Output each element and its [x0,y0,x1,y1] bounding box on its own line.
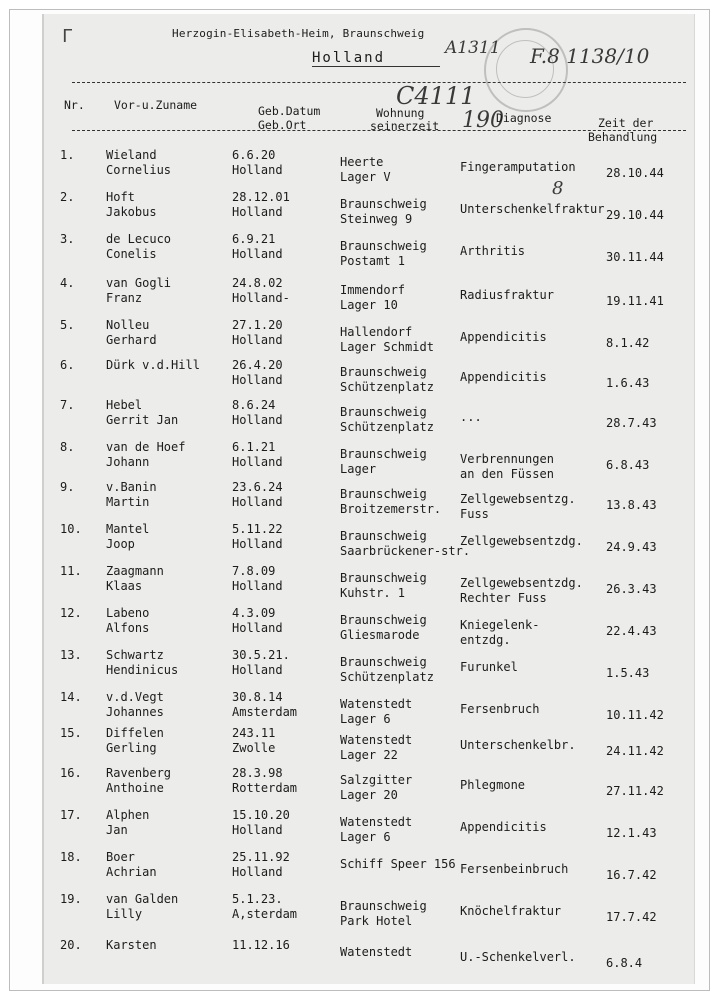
diagnosis-detail: entzdg. [460,633,511,647]
residence-city: Hallendorf [340,325,413,339]
birth-date: 23.6.24 [232,480,283,494]
first-name: de Lecuco [106,232,172,246]
col-residence-2: seinerzeit [370,119,440,133]
birth-date: 15.10.20 [232,808,290,822]
archive-reference: F.8 1138/10 [530,44,650,68]
first-name: v.d.Vegt [106,690,164,704]
birth-place: Holland [232,413,283,427]
row-number: 2. [60,190,75,204]
first-name: Boer [106,850,135,864]
residence-street: Lager 6 [340,712,391,726]
birth-date: 11.12.16 [232,938,290,952]
row-number: 12. [60,606,82,620]
last-name: Martin [106,495,150,509]
treatment-time: 1.5.43 [606,666,650,680]
residence-city: Watenstedt [340,697,413,711]
last-name: Alfons [106,621,150,635]
first-name: Diffelen [106,726,164,740]
birth-place: Holland [232,455,283,469]
residence-city: Braunschweig [340,613,427,627]
birth-date: 4.3.09 [232,606,276,620]
birth-place: Rotterdam [232,781,298,795]
last-name: Johannes [106,705,164,719]
residence-city: Salzgitter [340,773,413,787]
treatment-time: 10.11.42 [606,708,664,722]
diagnosis: Zellgewebsentzdg. [460,576,583,590]
handwritten-ref-3: 190 [462,108,504,133]
col-birth-date: Geb.Datum [258,104,321,118]
residence-city: Braunschweig [340,529,427,543]
birth-date: 5.1.23. [232,892,283,906]
diagnosis: Furunkel [460,660,518,674]
treatment-time: 1.6.43 [606,376,650,390]
residence-city: Braunschweig [340,239,427,253]
country-underline [312,66,440,67]
residence-city: Watenstedt [340,733,413,747]
row-number: 17. [60,808,82,822]
first-name: Hebel [106,398,143,412]
residence-city: Heerte [340,155,384,169]
residence-street: Broitzemerstr. [340,502,442,516]
last-name: Gerhard [106,333,157,347]
diagnosis: Knöchelfraktur [460,904,562,918]
birth-place: Amsterdam [232,705,298,719]
diagnosis: Zellgewebsentzg. [460,492,576,506]
birth-place: A,sterdam [232,907,298,921]
residence-street: Lager 20 [340,788,398,802]
birth-date: 6.6.20 [232,148,276,162]
country-title: Holland [312,50,386,66]
diagnosis: U.-Schenkelverl. [460,950,576,964]
birth-date: 30.5.21. [232,648,290,662]
residence-street: Schützenplatz [340,420,434,434]
treatment-time: 6.8.43 [606,458,650,472]
last-name: Hendinicus [106,663,179,677]
birth-date: 24.8.02 [232,276,283,290]
residence-city: Braunschweig [340,899,427,913]
residence-city: Braunschweig [340,571,427,585]
first-name: v.Banin [106,480,157,494]
residence-city: Braunschweig [340,487,427,501]
residence-street: Saarbrückener-str. [340,544,471,558]
col-birth-place: Geb.Ort [258,118,307,132]
diagnosis: Zellgewebsentzdg. [460,534,583,548]
diagnosis-detail: Fuss [460,507,489,521]
diagnosis-detail: Rechter Fuss [460,591,547,605]
col-residence-1: Wohnung [376,106,425,120]
last-name: Conelis [106,247,157,261]
row-number: 20. [60,938,82,952]
treatment-time: 29.10.44 [606,208,664,222]
corner-mark: Γ [62,26,73,47]
row-number: 19. [60,892,82,906]
row-number: 7. [60,398,75,412]
birth-date: 6.9.21 [232,232,276,246]
row-number: 3. [60,232,75,246]
last-name: Jan [106,823,128,837]
treatment-time: 17.7.42 [606,910,657,924]
birth-date: 8.6.24 [232,398,276,412]
residence-street: Steinweg 9 [340,212,413,226]
birth-date: 27.1.20 [232,318,283,332]
birth-date: 6.1.21 [232,440,276,454]
residence-street: Gliesmarode [340,628,420,642]
first-name: Labeno [106,606,150,620]
first-name: Schwartz [106,648,164,662]
diagnosis: Appendicitis [460,370,547,384]
row-number: 9. [60,480,75,494]
treatment-time: 28.10.44 [606,166,664,180]
last-name: Achrian [106,865,157,879]
first-name: Nolleu [106,318,150,332]
residence-street: Lager 6 [340,830,391,844]
birth-place: Holland [232,495,283,509]
row-number: 15. [60,726,82,740]
treatment-time: 28.7.43 [606,416,657,430]
first-name: van Galden [106,892,179,906]
birth-date: 243.11 [232,726,276,740]
treatment-time: 22.4.43 [606,624,657,638]
first-name: Alphen [106,808,150,822]
residence-street: Lager Schmidt [340,340,434,354]
birth-place: Holland [232,373,283,387]
treatment-time: 13.8.43 [606,498,657,512]
residence-city: Braunschweig [340,365,427,379]
first-name: van Gogli [106,276,172,290]
birth-place: Holland [232,823,283,837]
treatment-time: 27.11.42 [606,784,664,798]
diagnosis: Verbrennungen [460,452,554,466]
residence-city: Braunschweig [340,447,427,461]
diagnosis: Radiusfraktur [460,288,554,302]
birth-place: Holland [232,247,283,261]
institution-title: Herzogin-Elisabeth-Heim, Braunschweig [172,27,425,40]
row-number: 18. [60,850,82,864]
birth-place: Holland [232,537,283,551]
header-rule-top [72,82,686,83]
col-name: Vor-u.Zuname [114,98,198,112]
residence-street: Lager 22 [340,748,398,762]
last-name: Klaas [106,579,143,593]
last-name: Gerrit Jan [106,413,179,427]
first-name: Zaagmann [106,564,164,578]
residence-street: Lager V [340,170,391,184]
row-number: 1. [60,148,75,162]
residence-street: Schützenplatz [340,380,434,394]
row-number: 6. [60,358,75,372]
residence-street: Park Hotel [340,914,413,928]
first-name: Wieland [106,148,157,162]
col-diagnosis: Diagnose [496,111,552,125]
diagnosis: Fingeramputation [460,160,576,174]
row-number: 11. [60,564,82,578]
birth-place: Holland [232,663,283,677]
treatment-time: 12.1.43 [606,826,657,840]
birth-place: Holland [232,621,283,635]
col-nr: Nr. [64,98,85,112]
birth-date: 7.8.09 [232,564,276,578]
birth-date: 25.11.92 [232,850,290,864]
diagnosis: Unterschenkelbr. [460,738,576,752]
first-name: van de Hoef [106,440,186,454]
last-name: Lilly [106,907,143,921]
first-name: Dürk v.d.Hill [106,358,200,372]
last-name: Joop [106,537,135,551]
residence-city: Schiff Speer 156 [340,857,456,871]
residence-city: Braunschweig [340,655,427,669]
birth-place: Holland [232,205,283,219]
birth-date: 30.8.14 [232,690,283,704]
handwritten-ref-4: 8 [552,178,564,199]
birth-place: Zwolle [232,741,276,755]
row-number: 10. [60,522,82,536]
birth-place: Holland [232,579,283,593]
handwritten-ref-2: C4111 [396,82,476,110]
row-number: 13. [60,648,82,662]
row-number: 8. [60,440,75,454]
residence-street: Lager 10 [340,298,398,312]
treatment-time: 24.11.42 [606,744,664,758]
diagnosis: Arthritis [460,244,526,258]
birth-place: Holland [232,163,283,177]
birth-date: 28.3.98 [232,766,283,780]
first-name: Hoft [106,190,135,204]
treatment-time: 16.7.42 [606,868,657,882]
first-name: Karsten [106,938,157,952]
last-name: Jakobus [106,205,157,219]
last-name: Johann [106,455,150,469]
diagnosis: Fersenbeinbruch [460,862,569,876]
birth-date: 28.12.01 [232,190,290,204]
row-number: 14. [60,690,82,704]
treatment-time: 19.11.41 [606,294,664,308]
residence-city: Braunschweig [340,405,427,419]
diagnosis: ... [460,410,482,424]
residence-city: Immendorf [340,283,406,297]
diagnosis: Phlegmone [460,778,526,792]
residence-city: Braunschweig [340,197,427,211]
row-number: 16. [60,766,82,780]
last-name: Franz [106,291,143,305]
col-treatment-1: Zeit der [598,116,654,130]
residence-city: Watenstedt [340,815,413,829]
handwritten-ref-1: A1311 [445,38,501,58]
birth-place: Holland [232,333,283,347]
treatment-time: 8.1.42 [606,336,650,350]
diagnosis-detail: an den Füssen [460,467,554,481]
col-treatment-2: Behandlung [588,130,658,144]
treatment-time: 30.11.44 [606,250,664,264]
diagnosis: Kniegelenk- [460,618,540,632]
row-number: 5. [60,318,75,332]
residence-street: Schützenplatz [340,670,434,684]
treatment-time: 26.3.43 [606,582,657,596]
birth-date: 5.11.22 [232,522,283,536]
diagnosis: Unterschenkelfraktur [460,202,605,216]
last-name: Cornelius [106,163,172,177]
first-name: Ravenberg [106,766,172,780]
diagnosis: Fersenbruch [460,702,540,716]
last-name: Anthoine [106,781,164,795]
treatment-time: 6.8.4 [606,956,643,970]
residence-street: Lager [340,462,377,476]
treatment-time: 24.9.43 [606,540,657,554]
diagnosis: Appendicitis [460,820,547,834]
birth-date: 26.4.20 [232,358,283,372]
birth-place: Holland- [232,291,290,305]
residence-city: Watenstedt [340,945,413,959]
row-number: 4. [60,276,75,290]
diagnosis: Appendicitis [460,330,547,344]
first-name: Mantel [106,522,150,536]
residence-street: Postamt 1 [340,254,406,268]
birth-place: Holland [232,865,283,879]
last-name: Gerling [106,741,157,755]
residence-street: Kuhstr. 1 [340,586,406,600]
